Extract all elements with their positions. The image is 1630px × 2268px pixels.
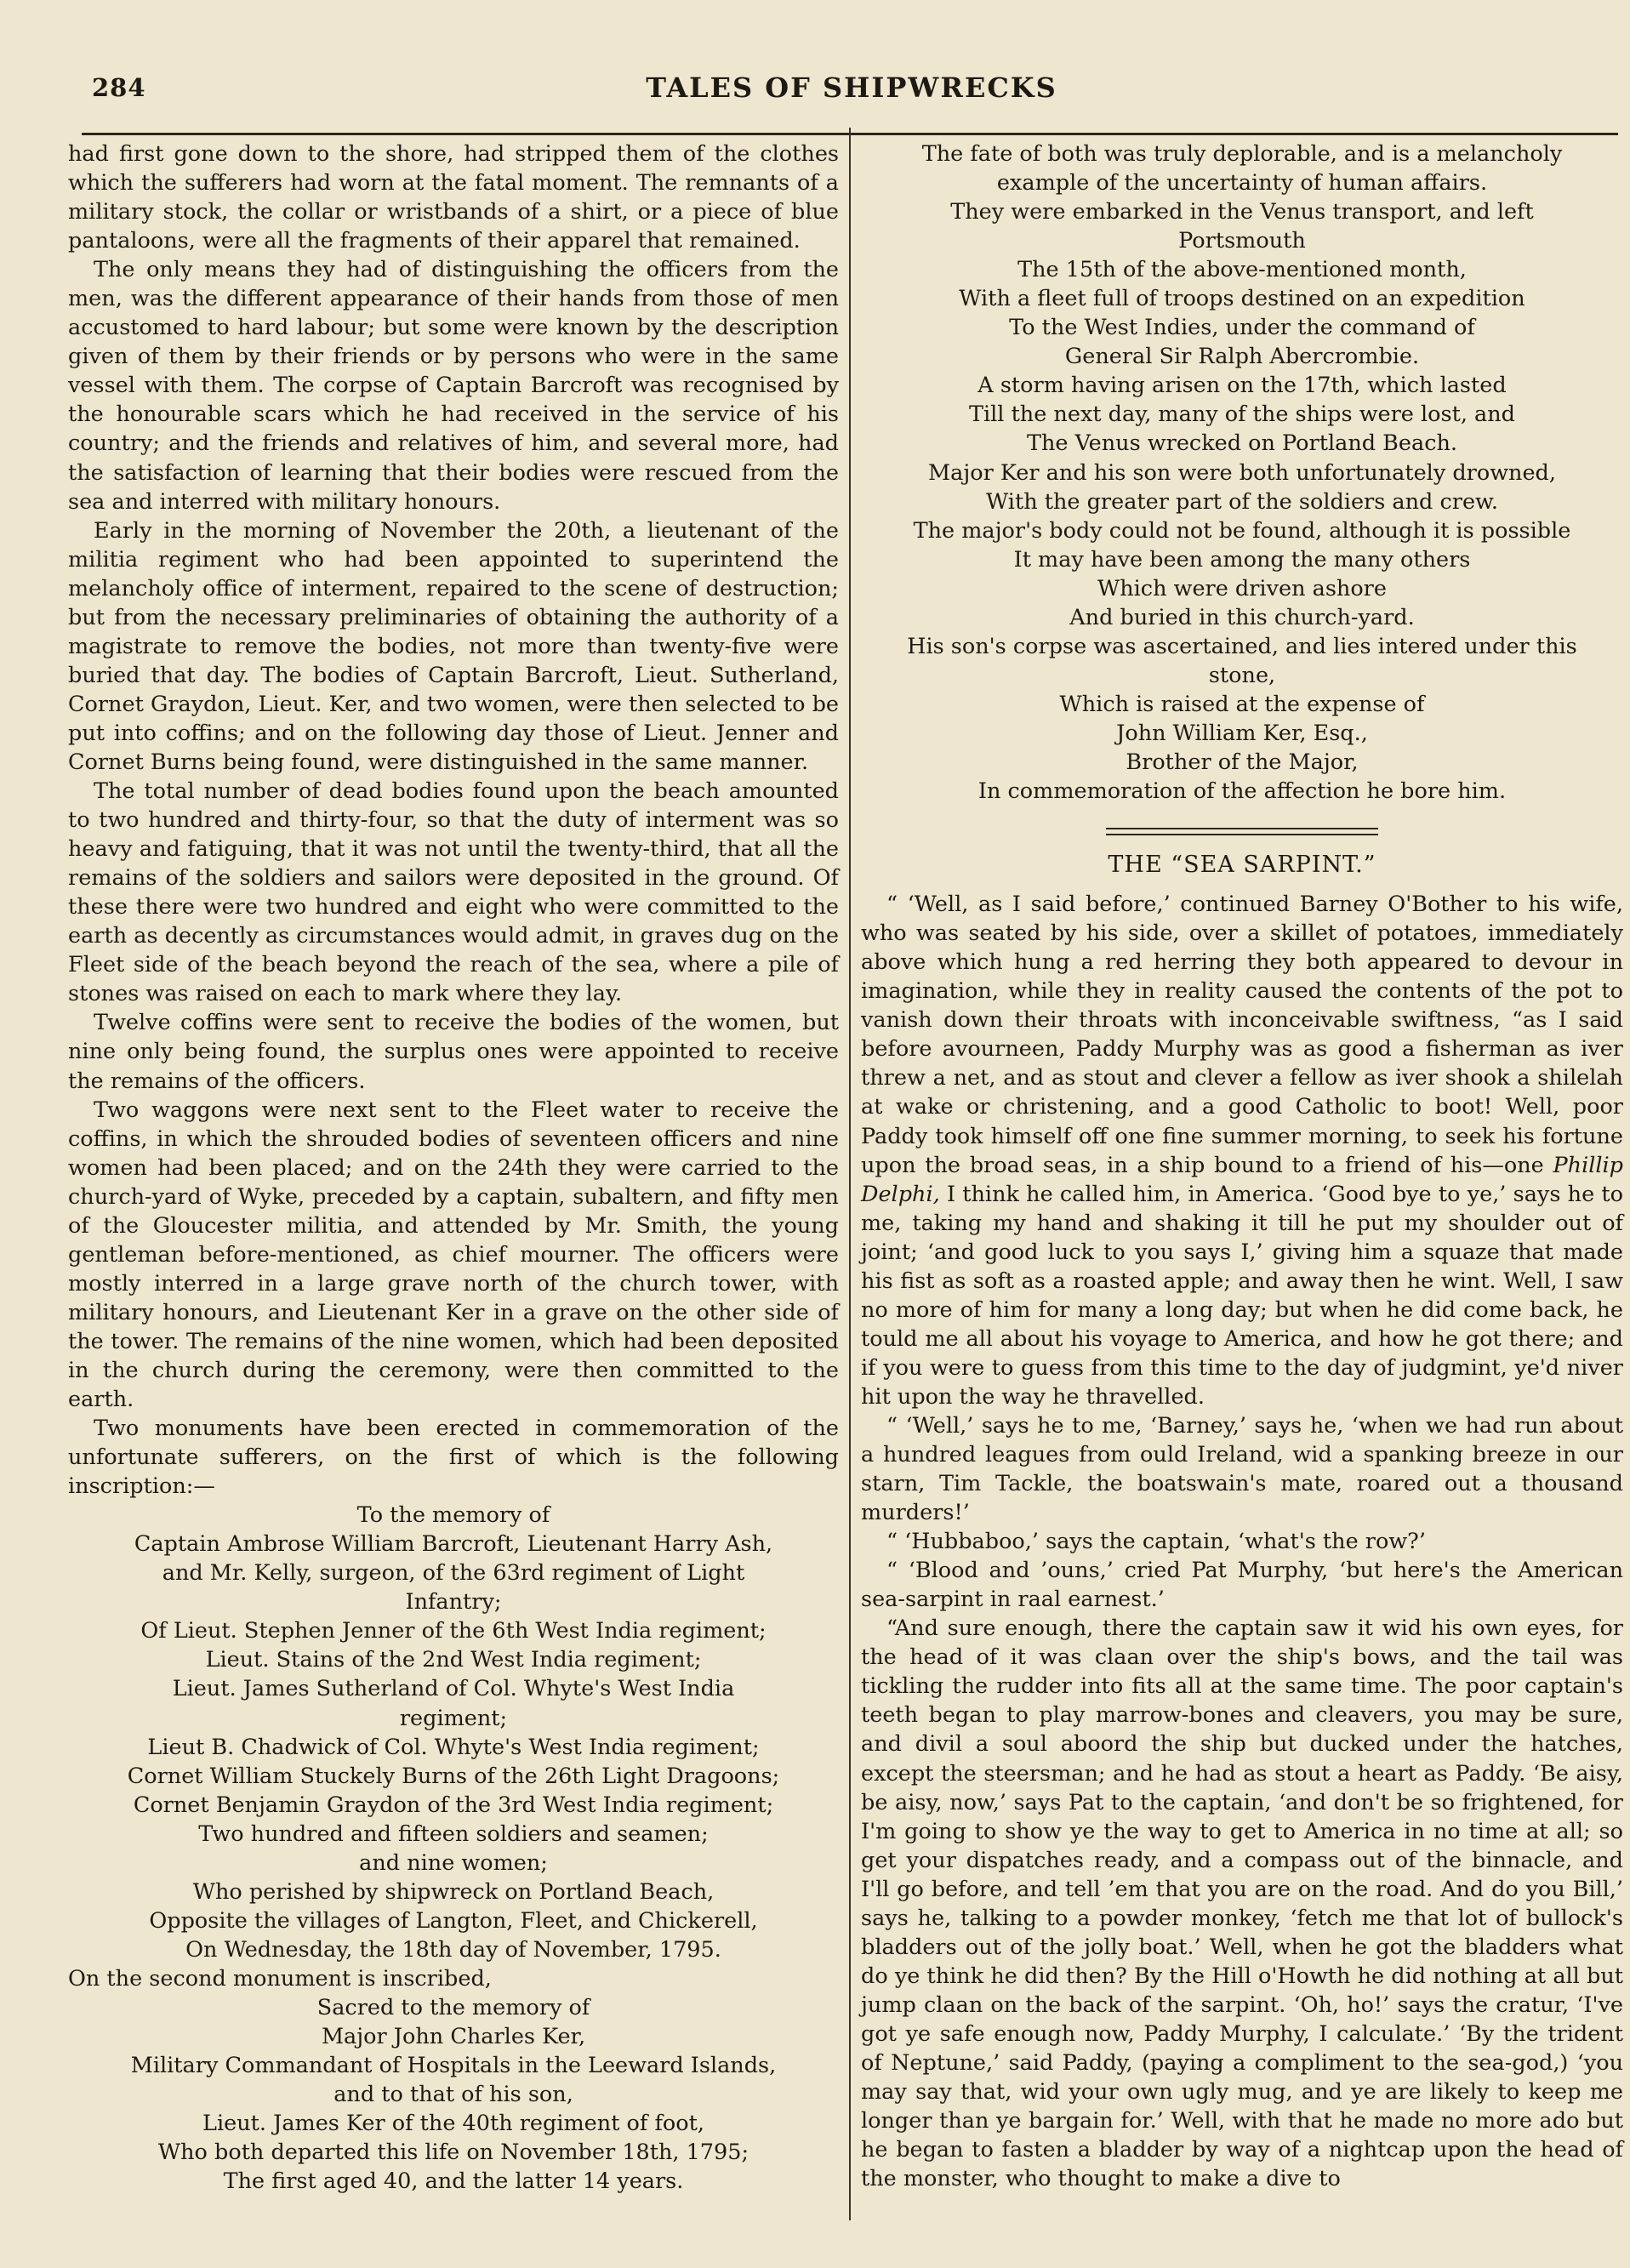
- paragraph-text: I think he called him, in America. ‘Good bye to ye,’ says he to me, taking my hand and shaking it till he put my shoulder out of joint; ‘and good luck to you says I,’ giving him a squaze that made his fist as soft as a roasted apple; and away then he wint. Well, I saw no more of him for many a long day; but when he did come back, he tould me all about his voyage to America, and how he got there; and if you were to guess from this time to the day of judgmint, ye'd niver hit upon the way he thravelled.: [861, 1181, 1623, 1410]
- verse-line: The major's body could not be found, although it is possible: [913, 517, 1571, 544]
- page-number: 284: [92, 73, 146, 102]
- inscription-line: Cornet William Stuckely Burns of the 26th Light Dragoons;: [127, 1763, 780, 1789]
- paragraph: Two monuments have been erected in commemoration of the unfortunate sufferers, on the first of which is the following inscription:—: [68, 1416, 839, 1500]
- paragraph-text: “ ‘Well, as I said before,’ continued Barney O'Bother to his wife, who was seated by his side, over a skillet of potatoes, immediately above which hung a red herring they both appeared to devour in imagination, while they in reality caused the contents of the pot to vanish down their throats with inconceivable swiftness, “as I said before avourneen, Paddy Murphy was as good a fisherman as iver threw a net, and as stout and clever a fellow as iver shook a shilelah at wake or christening, and a good Catholic to boot! Well, poor Paddy took himself off one fine summer morning, to seek his fortune upon the broad seas, in a ship bound to a friend of his—one: [861, 892, 1623, 1178]
- verse-line: His son's corpse was ascertained, and lies intered under this: [907, 633, 1577, 659]
- verse-line: To the West Indies, under the command of: [1009, 315, 1475, 341]
- inscription-line: Cornet Benjamin Graydon of the 3rd West India regiment;: [133, 1792, 774, 1818]
- verse-line: And buried in this church-yard.: [1069, 604, 1415, 630]
- verse-line: They were embarked in the Venus transport, and left: [950, 199, 1534, 225]
- section-title: THE “SEA SARPINT.”: [1108, 852, 1376, 879]
- inscription-first-monument: [68, 1501, 839, 1964]
- inscription-line: Sacred to the memory of: [316, 1995, 590, 2020]
- verse-line: Major Ker and his son were both unfortunately drowned,: [928, 459, 1556, 486]
- inscription-line: Captain Ambrose William Barcroft, Lieutenant Harry Ash,: [134, 1531, 773, 1558]
- verse-line: Brother of the Major,: [1126, 749, 1359, 775]
- inscription-line: Infantry;: [405, 1589, 502, 1616]
- paragraph: Twelve coffins were sent to receive the bodies of the women, but nine only being found, the surplus ones were appointed to receive the remains of the officers.: [68, 1010, 839, 1094]
- verse-line: The Venus wrecked on Portland Beach.: [1026, 430, 1458, 457]
- verse-line: With a fleet full of troops destined on an expedition: [959, 286, 1525, 312]
- monument-verse: [861, 140, 1623, 806]
- inscription-line: To the memory of: [356, 1502, 550, 1529]
- running-title: TALES OF SHIPWRECKS: [646, 71, 1057, 104]
- paragraph: had first gone down to the shore, had stripped them of the clothes which the sufferers had worn at the fatal moment. The remnants of a military stock, the collar or wristbands of a shirt, or a piece of blue pantaloons, were all the fragments of their apparel that remained.: [68, 141, 839, 254]
- verse-line: A storm having arisen on the 17th, which lasted: [977, 373, 1507, 399]
- inscription-line: and to that of his son,: [333, 2082, 573, 2108]
- verse-line: Portsmouth: [1178, 228, 1306, 254]
- paragraph: “ ‘Blood and ’ouns,’ cried Pat Murphy, ‘but here's the American sea-sarpint in raal earnest.’: [861, 1558, 1623, 1613]
- page-header: [82, 71, 1621, 112]
- verse-line: The 15th of the above-mentioned month,: [1017, 257, 1467, 283]
- inscription-second-monument: [68, 1993, 839, 2196]
- inscription-line: The first aged 40, and the latter 14 years.: [223, 2168, 684, 2195]
- right-column: [861, 140, 1623, 2193]
- paragraph: [861, 890, 1623, 1411]
- inscription-line: Lieut. Stains of the 2nd West India regiment;: [205, 1647, 702, 1673]
- paragraph: Two waggons were next sent to the Fleet water to receive the coffins, in which the shrouded bodies of seventeen officers and nine women had been placed; and on the 24th they were carried to the church-yard of Wyke, preceded by a captain, subaltern, and fifty men of the Gloucester militia, and attended by Mr. Smith, the young gentleman before-mentioned, as chief mourner. The officers were mostly interred in a large grave north of the church tower, with military honours, and Lieutenant Ker in a grave on the other side of the tower. The remains of the nine women, which had been deposited in the church during the ceremony, were then committed to the earth.: [68, 1097, 839, 1413]
- verse-line: example of the uncertainty of human affairs.: [996, 170, 1488, 197]
- paragraph: “And sure enough, there the captain saw it wid his own eyes, for the head of it was claan over the ship's bows, and the tail was tickling the rudder into fits all at the same time. The poor captain's teeth began to play marrow-bones and cleavers, you may be sure, and divil a soul aboord the ship but ducked under the hatches, except the steersman; and he had as stout a heart as Paddy. ‘Be aisy, be aisy, now,’ says Pat to the captain, ‘and don't be so frightened, for I'm going to show ye the way to get to America in no time at all; so get your dispatches ready, and a compass out of the binnacle, and I'll go before, and tell ’em that you are on the road. And do you Bill,’ says he, talking to a powder monkey, ‘fetch me that lot of bullock's bladders out of the jolly boat.’ Well, when he got the bladders what do ye think he did then? By the Hill o'Howth he did nothing at all but jump claan on the back of the sarpint. ‘Oh, ho!’ says the cratur, ‘I've got ye safe enough now, Paddy Murphy, I calculate.’ ‘By the trident of Neptune,’ said Paddy, (paying a compliment to the sea-god,) ‘you may say that, wid your own ugly mug, and ye are likely to keep me longer than ye bargain for.’ Well, with that he made no more ado but he began to fasten a bladder by way of a nightcap upon the head of the monster, who thought to make a dive to: [861, 1616, 1623, 2192]
- inscription-line: Lieut. James Sutherland of Col. Whyte's West India: [172, 1676, 735, 1702]
- inscription-line: Lieut B. Chadwick of Col. Whyte's West India regiment;: [147, 1734, 760, 1760]
- inscription-line: Military Commandant of Hospitals in the Leeward Islands,: [130, 2053, 777, 2079]
- inscription-line: and nine women;: [359, 1849, 548, 1876]
- verse-line: It may have been among the many others: [1013, 546, 1471, 573]
- verse-line: stone,: [1208, 662, 1276, 688]
- paragraph: Early in the morning of November the 20th, a lieutenant of the militia regiment who had been appointed to superintend the melancholy office of interment, repaired to the scene of destruction; but from the necessary preliminaries of obtaining the authority of a magistrate to remove the bodies, not more than twenty-five were buried that day. The bodies of Captain Barcroft, Lieut. Sutherland, Cornet Graydon, Lieut. Ker, and two women, were then selected to be put into coffins; and on the following day those of Lieut. Jenner and Cornet Burns being found, were distinguished in the same manner.: [68, 517, 839, 775]
- paragraph: On the second monument is inscribed,: [68, 1965, 492, 1992]
- inscription-line: Who perished by shipwreck on Portland Beach,: [192, 1878, 715, 1905]
- column-divider: [849, 128, 851, 2220]
- inscription-line: Two hundred and fifteen soldiers and seamen;: [198, 1821, 709, 1847]
- section-divider: [1106, 828, 1378, 835]
- verse-line: With the greater part of the soldiers and crew.: [986, 488, 1498, 515]
- verse-line: Which were driven ashore: [1097, 575, 1387, 601]
- paragraph: “ ‘Hubbaboo,’ says the captain, ‘what's the row?’: [886, 1529, 1426, 1555]
- inscription-line: Opposite the villages of Langton, Fleet, and Chickerell,: [149, 1907, 758, 1934]
- inscription-line: Major John Charles Ker,: [321, 2024, 586, 2050]
- verse-line: John William Ker, Esq.,: [1116, 720, 1368, 746]
- paragraph: “ ‘Well,’ says he to me, ‘Barney,’ says he, ‘when we had run about a hundred leagues from ould Ireland, wid a spanking breeze in our starn, Tim Tackle, the boatswain's mate, roared out a thousand murders!’: [861, 1412, 1623, 1526]
- paragraph: The total number of dead bodies found upon the beach amounted to two hundred and thirty-four, so that the duty of interment was so heavy and fatiguing, that it was not until the twenty-third, that all the remains of the soldiers and sailors were deposited in the ground. Of these there were two hundred and eight who were committed to the earth as decently as circumstances would admit, in graves dug on the Fleet side of the beach beyond the reach of the sea, where a pile of stones was raised on each to mark where they lay.: [68, 778, 839, 1007]
- italic-name: Phillip Delphi,: [861, 1152, 1624, 1207]
- inscription-line: Of Lieut. Stephen Jenner of the 6th West India regiment;: [140, 1618, 767, 1644]
- verse-line: The fate of both was truly deplorable, and is a melancholy: [921, 141, 1563, 167]
- verse-line: Till the next day, many of the ships were lost, and: [968, 402, 1516, 428]
- inscription-line: On Wednesday, the 18th day of November, 1795.: [185, 1936, 721, 1963]
- verse-line: Which is raised at the expense of: [1059, 691, 1425, 717]
- paragraph: The only means they had of distinguishing the officers from the men, was the different appearance of their hands from those of men accustomed to hard labour; but some were known by the description given of them by their friends or by persons who were in the same vessel with them. The corpse of Captain Barcroft was recognised by the honourable scars which he had received in the service of his country; and the friends and relatives of him, and several more, had the satisfaction of learning that their bodies were rescued from the sea and interred with military honours.: [68, 257, 839, 515]
- inscription-line: Who both departed this life on November 18th, 1795;: [157, 2140, 749, 2166]
- verse-line: In commemoration of the affection he bore him.: [977, 778, 1507, 805]
- left-column: [68, 140, 839, 2196]
- inscription-line: and Mr. Kelly, surgeon, of the 63rd regiment of Light: [162, 1560, 745, 1587]
- verse-line: General Sir Ralph Abercrombie.: [1064, 344, 1420, 370]
- inscription-line: regiment;: [399, 1705, 508, 1731]
- inscription-line: Lieut. James Ker of the 40th regiment of foot,: [202, 2111, 704, 2137]
